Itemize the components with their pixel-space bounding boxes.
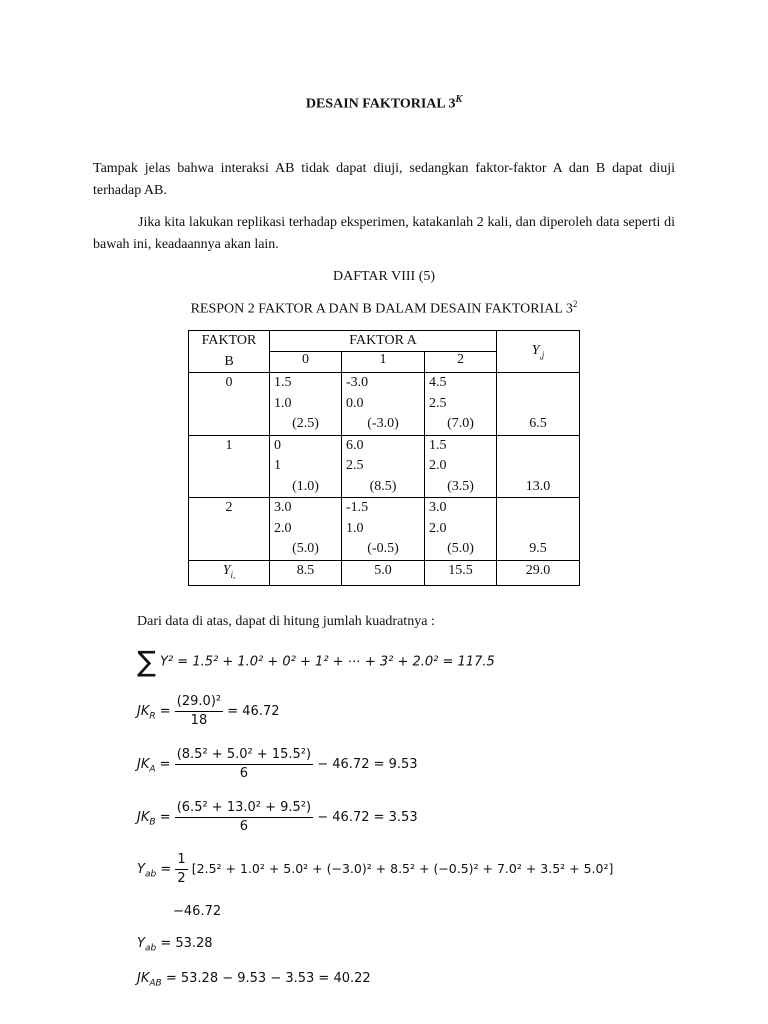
equation-yab-continuation: −46.72 xyxy=(173,904,222,919)
header-y-j xyxy=(497,331,580,373)
cell-value: 1.5 xyxy=(429,437,447,453)
table-row xyxy=(189,373,580,436)
jkr-numerator: (29.0)² xyxy=(175,693,223,712)
row-total: 6.5 xyxy=(529,416,547,431)
jkb-rhs: − 46.72 = 3.53 xyxy=(317,810,418,825)
yab2-sub: ab xyxy=(144,943,157,954)
table-title-superscript: 2 xyxy=(572,299,578,309)
cell-sum: (5.0) xyxy=(292,541,319,556)
equation-yab-result xyxy=(137,936,213,954)
cell-value: 0.0 xyxy=(346,395,364,411)
equation-sum-squares xyxy=(137,645,495,678)
row-b-level: 0 xyxy=(225,375,233,390)
cell-value: 2.5 xyxy=(429,395,447,411)
grand-total: 29.0 xyxy=(525,562,551,578)
cell-sum: (2.5) xyxy=(292,416,319,431)
table-row xyxy=(189,435,580,498)
cell-sum: (-0.5) xyxy=(367,541,399,556)
cell-value: 4.5 xyxy=(429,375,447,390)
cell-value: 2.5 xyxy=(346,458,364,473)
cell-value: 1.5 xyxy=(274,375,292,390)
jkab-lhs: JK xyxy=(137,971,150,986)
cell-value: 2.0 xyxy=(429,458,447,473)
equation-yab: $Y_{ab}$ = $\frac{1}{2}$ [2.5² + 1.0² + 5.0² + (−3.0)² + 8.5² + (−0.5)² + 7.0² + 3.5² + 5.0²] xyxy=(137,852,614,886)
header-y-symbol: Y xyxy=(531,343,540,359)
sigma-symbol: ∑ xyxy=(137,645,156,678)
response-table xyxy=(188,330,580,586)
page-title xyxy=(0,94,768,113)
jkr-lhs: JK xyxy=(137,704,150,719)
paragraph-2: Jika kita lakukan replikasi terhadap eksperimen, katakanlah 2 kali, dan diperoleh data seperti di bawah ini, keadaannya akan lain. xyxy=(93,215,675,252)
cell-sum: (3.5) xyxy=(447,478,474,494)
calc-intro: Dari data di atas, dapat di hitung jumlah kuadratnya : xyxy=(137,614,435,629)
equation-jkb: $JK_B$ = $\frac{\text{(6.5² + 13.0² + 9.5²)}}{6}$ − 46.72 = 3.53 xyxy=(137,800,418,834)
jka-numerator: (8.5² + 5.0² + 15.5²) xyxy=(175,746,313,765)
column-total: 8.5 xyxy=(296,562,315,578)
header-faktor-a: FAKTOR A xyxy=(270,331,497,352)
equation-sum-text: Y² = 1.5² + 1.0² + 0² + 1² + ⋯ + 3² + 2.0² = 117.5 xyxy=(160,654,495,670)
cell-value: -3.0 xyxy=(346,375,369,390)
cell-value: 3.0 xyxy=(274,500,292,515)
cell-sum: (7.0) xyxy=(447,416,474,431)
header-b: B xyxy=(224,353,234,369)
header-faktor: FAKTOR xyxy=(201,333,257,348)
table-row xyxy=(189,498,580,561)
cell-value: 1 xyxy=(274,458,281,473)
cell-value: 0 xyxy=(274,437,281,453)
jkr-rhs: = 46.72 xyxy=(227,704,280,719)
jka-rhs: − 46.72 = 9.53 xyxy=(317,757,418,772)
yab-sub: ab xyxy=(144,869,157,880)
title-superscript: K xyxy=(455,94,463,105)
equation-jka: $JK_A$ = $\frac{\text{(8.5² + 5.0² + 15.5²)}}{6}$ − 46.72 = 9.53 xyxy=(137,747,418,781)
footer-y-subscript: i, xyxy=(230,569,236,580)
cell-value: 1.0 xyxy=(346,520,364,536)
header-faktor-b xyxy=(189,331,270,373)
yab-denominator: 2 xyxy=(177,871,186,886)
cell-sum: (8.5) xyxy=(369,478,397,494)
level-a-0: 0 xyxy=(270,352,342,373)
row-total: 13.0 xyxy=(525,478,551,494)
level-a-1: 1 xyxy=(342,352,425,373)
cell-value: 2.0 xyxy=(429,520,447,536)
column-total: 5.0 xyxy=(374,562,392,578)
jkr-sub: R xyxy=(149,711,156,722)
table-title xyxy=(0,299,768,318)
row-total: 9.5 xyxy=(529,541,547,556)
jka-sub: A xyxy=(149,764,156,775)
title-text: DESAIN FAKTORIAL 3 xyxy=(305,96,456,112)
yab2-rhs: = 53.28 xyxy=(160,936,213,951)
header-y-subscript: ,j xyxy=(539,349,545,360)
jka-denominator: 6 xyxy=(239,766,249,781)
row-b-level: 2 xyxy=(225,500,233,515)
column-total: 15.5 xyxy=(448,562,473,578)
footer-y-symbol: Y xyxy=(222,562,231,578)
daftar-label: DAFTAR VIII (5) xyxy=(332,269,436,284)
paragraph-1: Tampak jelas bahwa interaksi AB tidak dapat diuji, sedangkan faktor-faktor A dan B dapat diuji terhadap AB. xyxy=(93,161,675,198)
jkb-numerator: (6.5² + 13.0² + 9.5²) xyxy=(175,799,313,818)
cell-value: 3.0 xyxy=(429,500,447,515)
yab-lhs: Y xyxy=(137,862,145,877)
yab-rhs: [2.5² + 1.0² + 5.0² + (−3.0)² + 8.5² + (−0.5)² + 7.0² + 3.5² + 5.0²] xyxy=(191,861,614,876)
cell-sum: (-3.0) xyxy=(367,416,399,431)
cell-value: 6.0 xyxy=(346,437,364,453)
jkb-lhs: JK xyxy=(137,810,150,825)
equation-jkr: $JK_R$ = $\frac{\text{(29.0)²}}{18}$ = 46.72 xyxy=(137,694,280,728)
equation-jkab xyxy=(137,971,371,989)
cell-value: -1.5 xyxy=(346,500,369,515)
cell-sum: (1.0) xyxy=(292,478,319,494)
jkab-rhs: = 53.28 − 9.53 − 3.53 = 40.22 xyxy=(165,971,371,986)
cell-sum: (5.0) xyxy=(447,541,474,556)
jkb-sub: B xyxy=(149,817,156,828)
cell-value: 2.0 xyxy=(274,520,292,536)
table-title-text: RESPON 2 FAKTOR A DAN B DALAM DESAIN FAKTORIAL 3 xyxy=(190,301,573,317)
jka-lhs: JK xyxy=(137,757,150,772)
row-b-level: 1 xyxy=(225,437,233,453)
yab-numerator: 1 xyxy=(175,851,187,870)
table-footer-row xyxy=(189,560,580,585)
jkr-denominator: 18 xyxy=(190,713,208,728)
jkb-denominator: 6 xyxy=(239,819,249,834)
jkab-sub: AB xyxy=(149,978,162,989)
cell-value: 1.0 xyxy=(274,395,292,411)
level-a-2: 2 xyxy=(425,352,497,373)
yab2-lhs: Y xyxy=(137,936,145,951)
